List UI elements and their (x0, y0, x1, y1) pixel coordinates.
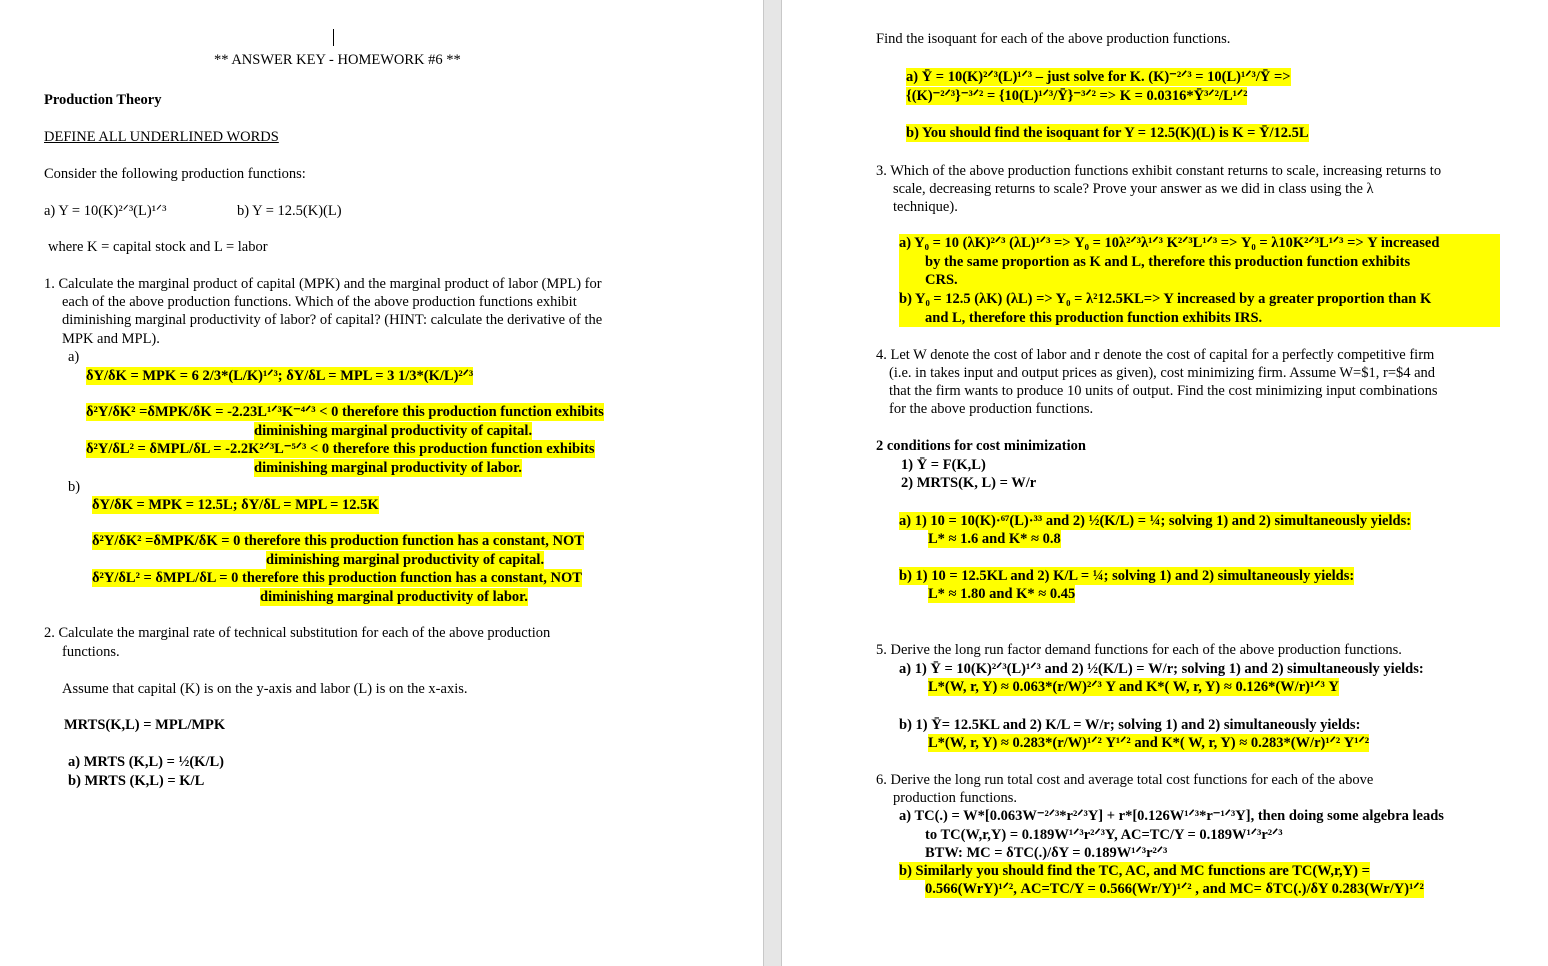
answer-6a: a) TC(.) = W*[0.063W⁻²ᐟ³*r²ᐟ³Y] + r*[0.126W¹ᐟ³*r⁻¹ᐟ³Y], then doing some algebra leads (899, 808, 1444, 824)
answer-1b-labor: diminishing marginal productivity of labor. (260, 589, 528, 605)
answer-1a-capital: δ²Y/δK² =δMPK/δK = -2.23L¹ᐟ³K⁻⁴ᐟ³ < 0 therefore this production function exhibits (86, 404, 604, 420)
answer-5b: b) 1) Ȳ= 12.5KL and 2) K/L = W/r; solving 1) and 2) simultaneously yields: (899, 717, 1361, 733)
question-6-line: 6. Derive the long run total cost and average total cost functions for each of the above (876, 772, 1374, 788)
question-3-line: 3. Which of the above production functions exhibit constant returns to scale, increasing returns to (876, 163, 1442, 179)
question-6-line: production functions. (893, 790, 1018, 806)
function-b: b) Y = 12.5(K)(L) (237, 203, 342, 219)
answer-4a: L* ≈ 1.6 and K* ≈ 0.8 (928, 531, 1061, 547)
consider-text: Consider the following production functions: (44, 166, 306, 182)
question-4-line: (i.e. in takes input and output prices as given), cost minimizing firm. Assume W=$1, r=$4 and (889, 365, 1436, 381)
page-gutter (763, 0, 782, 966)
answer-6b: 0.566(WrY)¹ᐟ², AC=TC/Y = 0.566(Wr/Y)¹ᐟ² , and MC= δTC(.)/δY 0.283(Wr/Y)¹ᐟ² (925, 881, 1424, 897)
answer-4a: a) 1) 10 = 10(K)·⁶⁷(L)·³³ and 2) ½(K/L) = ¼; solving 1) and 2) simultaneously yields: (899, 513, 1412, 529)
answer-6a: to TC(W,r,Y) = 0.189W¹ᐟ³r²ᐟ³Y, AC=TC/Y = 0.189W¹ᐟ³r²ᐟ³ (925, 827, 1283, 843)
answer-1b-capital: δ²Y/δK² =δMPK/δK = 0 therefore this production function has a constant, NOT (92, 533, 584, 549)
answer-3a-line: CRS. (925, 272, 958, 288)
answer-3b (899, 290, 1500, 327)
function-a: a) Y = 10(K)²ᐟ³(L)¹ᐟ³ (44, 203, 167, 219)
text-cursor (333, 29, 334, 46)
answer-5a-result: L*(W, r, Y) ≈ 0.063*(r/W)²ᐟ³ Y and K*( W, r, Y) ≈ 0.126*(W/r)¹ᐟ³ Y (928, 679, 1339, 695)
answer-1b-labor: δ²Y/δL² = δMPL/δL = 0 therefore this production function has a constant, NOT (92, 570, 582, 586)
condition-1: 1) Ȳ = F(K,L) (901, 457, 986, 473)
answer-1a-marginal-products: δY/δK = MPK = 6 2/3*(L/K)¹ᐟ³; δY/δL = MPL = 3 1/3*(K/L)²ᐟ³ (86, 368, 474, 384)
page-title: ** ANSWER KEY - HOMEWORK #6 ** (214, 52, 461, 68)
question-3-line: scale, decreasing returns to scale? Prove your answer as we did in class using the λ (893, 181, 1374, 197)
isoquant-instruction: Find the isoquant for each of the above production functions. (876, 31, 1231, 47)
part-a-label: a) (68, 349, 80, 365)
isoquant-answer-a: {(K)⁻²ᐟ³}⁻³ᐟ² = {10(L)¹ᐟ³/Ȳ}⁻³ᐟ² => K = 0.0316*Ȳ³ᐟ²/L¹ᐟ² (906, 88, 1248, 104)
mrts-answer-a: a) MRTS (K,L) = ½(K/L) (68, 754, 224, 770)
answer-5a: a) 1) Ȳ = 10(K)²ᐟ³(L)¹ᐟ³ and 2) ½(K/L) = W/r; solving 1) and 2) simultaneously yields: (899, 661, 1424, 677)
isoquant-answer-b: b) You should find the isoquant for Y = 12.5(K)(L) is K = Ȳ/12.5L (906, 125, 1309, 141)
question-4-line: for the above production functions. (889, 401, 1094, 417)
question-2-line: 2. Calculate the marginal rate of technical substitution for each of the above production (44, 625, 551, 641)
question-1-line: 1. Calculate the marginal product of capital (MPK) and the marginal product of labor (MPL) for (44, 276, 602, 292)
isoquant-answer-a: a) Ȳ = 10(K)²ᐟ³(L)¹ᐟ³ – just solve for K. (K)⁻²ᐟ³ = 10(L)¹ᐟ³/Ȳ => (906, 69, 1291, 85)
answer-1a-labor: δ²Y/δL² = δMPL/δL = -2.2K²ᐟ³L⁻⁵ᐟ³ < 0 therefore this production function exhibits (86, 441, 595, 457)
answer-1a-capital: diminishing marginal productivity of capital. (254, 423, 533, 439)
answer-4b: b) 1) 10 = 12.5KL and 2) K/L = ¼; solving 1) and 2) simultaneously yields: (899, 568, 1355, 584)
answer-3a (899, 234, 1500, 290)
mrts-answer-b: b) MRTS (K,L) = K/L (68, 773, 205, 789)
answer-3a-line: by the same proportion as K and L, therefore this production function exhibits (925, 253, 1411, 270)
question-2-line: functions. (62, 644, 120, 660)
left-page (0, 0, 763, 966)
answer-1b-marginal-products: δY/δK = MPK = 12.5L; δY/δL = MPL = 12.5K (92, 497, 379, 513)
answer-3a-line: a) Y₀ = 10 (λK)²ᐟ³ (λL)¹ᐟ³ => Y₀ = 10λ²ᐟ³λ¹ᐟ³ K²ᐟ³L¹ᐟ³ => Y₀ = λ10K²ᐟ³L¹ᐟ³ => Y increased (899, 235, 1440, 251)
question-3-line: technique). (893, 199, 958, 215)
condition-2: 2) MRTS(K, L) = W/r (901, 475, 1037, 491)
question-1-line: MPK and MPL). (62, 331, 160, 347)
answer-6a: BTW: MC = δTC(.)/δY = 0.189W¹ᐟ³r²ᐟ³ (925, 845, 1168, 861)
answer-1a-labor: diminishing marginal productivity of labor. (254, 460, 522, 476)
question-1-line: diminishing marginal productivity of labor? of capital? (HINT: calculate the derivative of the (62, 312, 603, 328)
answer-1b-capital: diminishing marginal productivity of capital. (266, 552, 545, 568)
question-5-line: 5. Derive the long run factor demand functions for each of the above production functions. (876, 642, 1402, 658)
where-text: where K = capital stock and L = labor (48, 239, 268, 255)
part-b-label: b) (68, 479, 81, 495)
answer-5b-result: L*(W, r, Y) ≈ 0.283*(r/W)¹ᐟ² Y¹ᐟ² and K*( W, r, Y) ≈ 0.283*(W/r)¹ᐟ² Y¹ᐟ² (928, 735, 1370, 751)
question-4-line: that the firm wants to produce 10 units of output. Find the cost minimizing input combinations (889, 383, 1438, 399)
answer-4b: L* ≈ 1.80 and K* ≈ 0.45 (928, 586, 1076, 602)
conditions-title: 2 conditions for cost minimization (876, 438, 1086, 454)
right-page (782, 0, 1548, 966)
define-instruction: DEFINE ALL UNDERLINED WORDS (44, 129, 279, 145)
answer-3b-line: b) Y₀ = 12.5 (λK) (λL) => Y₀ = λ²12.5KL=> Y increased by a greater proportion than K (899, 291, 1432, 307)
mrts-definition: MRTS(K,L) = MPL/MPK (64, 717, 226, 733)
section-heading: Production Theory (44, 92, 162, 108)
answer-6b: b) Similarly you should find the TC, AC, and MC functions are TC(W,r,Y) = (899, 863, 1370, 879)
question-1-line: each of the above production functions. Which of the above production functions exhibit (62, 294, 577, 310)
answer-3b-line: and L, therefore this production function exhibits IRS. (925, 309, 1263, 326)
assume-text: Assume that capital (K) is on the y-axis and labor (L) is on the x-axis. (62, 681, 468, 697)
question-4-line: 4. Let W denote the cost of labor and r denote the cost of capital for a perfectly competitive firm (876, 347, 1435, 363)
